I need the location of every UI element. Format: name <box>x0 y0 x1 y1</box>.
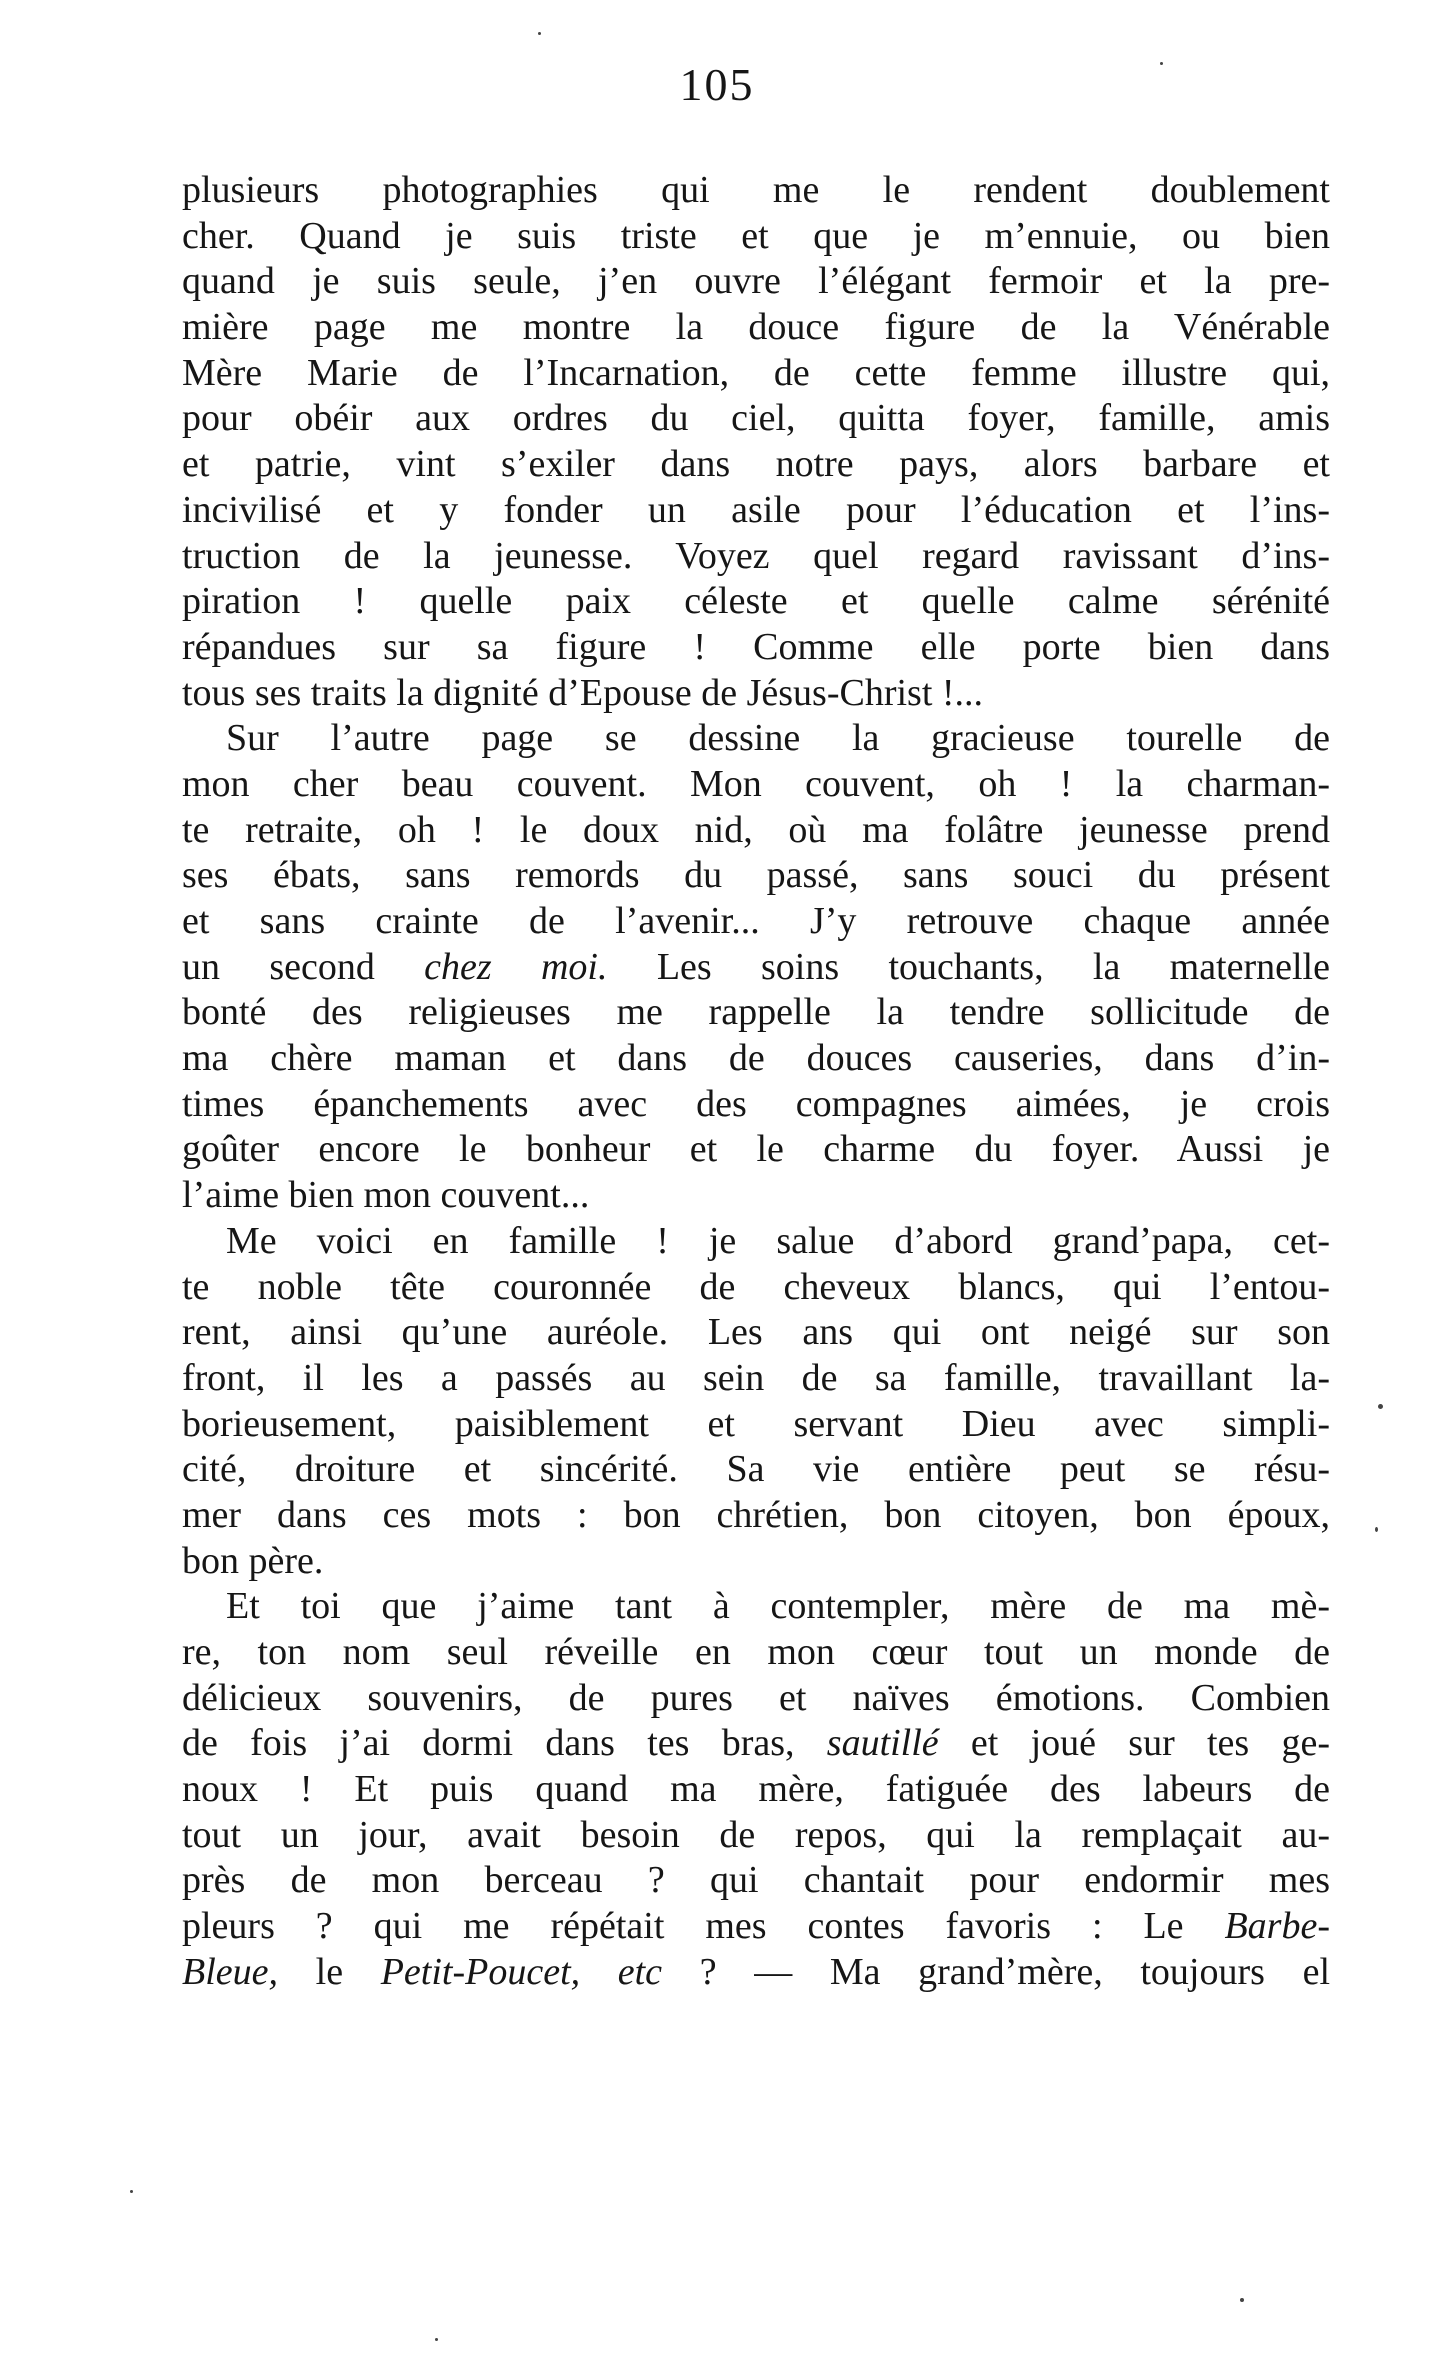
text-line: ses ébats, sans remords du passé, sans souci du présent <box>182 854 1330 897</box>
text-line: l’aime bien mon couvent... <box>182 1174 590 1217</box>
text-line: cher. Quand je suis triste et que je m’ennuie, ou bien <box>182 214 1330 257</box>
text-line: noux ! Et puis quand ma mère, fatiguée des labeurs de <box>182 1768 1330 1811</box>
scan-speck <box>1378 1404 1383 1409</box>
text-line <box>182 1904 1330 1950</box>
text-line: times épanchements avec des compagnes aimées, je crois <box>182 1082 1330 1125</box>
text-line: re, ton nom seul réveille en mon cœur tout un monde de <box>182 1631 1330 1673</box>
text-line: front, il les a passés au sein de sa famille, travaillant la- <box>182 1356 1330 1399</box>
text-line: répandues sur sa figure ! Comme elle porte bien dans <box>182 625 1330 668</box>
text-line: près de mon berceau ? qui chantait pour endormir mes <box>182 1859 1330 1902</box>
text-line: te noble tête couronnée de cheveux blancs, qui l’entou- <box>182 1265 1330 1308</box>
text-line: incivilisé et y fonder un asile pour l’éducation et l’ins- <box>182 488 1330 531</box>
text-span: et joué sur tes ge- <box>938 1722 1330 1765</box>
text-line <box>182 1721 1330 1767</box>
scan-speck <box>1160 62 1163 65</box>
text-line: mière page me montre la douce figure de la Vénérable <box>182 306 1330 349</box>
italic-text: chez moi. <box>424 945 608 988</box>
text-line: pour obéir aux ordres du ciel, quitta foyer, famille, amis <box>182 397 1330 440</box>
page-number: 105 <box>679 59 755 110</box>
text-line: rent, ainsi qu’une auréole. Les ans qui ont neigé sur son <box>182 1311 1330 1354</box>
text-span: ? — Ma grand’mère, toujours el <box>662 1950 1330 1993</box>
scan-speck <box>435 2338 438 2341</box>
text-span: Les soins touchants, la maternelle <box>607 945 1330 988</box>
text-line: truction de la jeunesse. Voyez quel regard ravissant d’ins- <box>182 534 1330 577</box>
text-line: te retraite, oh ! le doux nid, où ma folâtre jeunesse prend <box>182 808 1330 851</box>
text-line: borieusement, paisiblement et servant Dieu avec simpli- <box>182 1402 1330 1445</box>
text-line: Mère Marie de l’Incarnation, de cette femme illustre qui, <box>182 351 1330 394</box>
text-line: tous ses traits la dignité d’Epouse de Jésus-Christ !... <box>182 671 984 714</box>
text-line <box>182 1950 1330 1996</box>
text-line: délicieux souvenirs, de pures et naïves émotions. Combien <box>182 1676 1330 1719</box>
text-line: et sans crainte de l’avenir... J’y retrouve chaque année <box>182 900 1330 942</box>
text-line: mon cher beau couvent. Mon couvent, oh ! la charman- <box>182 762 1330 805</box>
scan-speck <box>1240 2298 1244 2302</box>
italic-text: sautillé <box>826 1722 939 1765</box>
text-line: plusieurs photographies qui me le rendent doublement <box>182 169 1330 211</box>
italic-text: Bleue, <box>182 1950 279 1993</box>
scan-speck <box>1375 1527 1378 1532</box>
text-line: Et toi que j’aime tant à contempler, mère de ma mè- <box>226 1585 1330 1628</box>
scan-speck <box>538 32 541 35</box>
scan-speck <box>130 2190 133 2193</box>
text-line: Me voici en famille ! je salue d’abord grand’papa, cet- <box>226 1219 1330 1262</box>
text-span: pleurs ? qui me répétait mes contes favoris : Le <box>182 1905 1225 1948</box>
text-line: bon père. <box>182 1539 324 1582</box>
text-line: piration ! quelle paix céleste et quelle calme sérénité <box>182 580 1330 623</box>
text-line: cité, droiture et sincérité. Sa vie entière peut se résu- <box>182 1448 1330 1491</box>
text-line: Sur l’autre page se dessine la gracieuse tourelle de <box>226 717 1330 760</box>
body-text <box>182 168 1330 1996</box>
italic-text: Petit-Poucet, etc <box>380 1950 663 1993</box>
text-span: le <box>278 1950 381 1993</box>
text-line: ma chère maman et dans de douces causeries, dans d’in- <box>182 1037 1330 1080</box>
text-span: de fois j’ai dormi dans tes bras, <box>182 1722 827 1765</box>
text-line: goûter encore le bonheur et le charme du foyer. Aussi je <box>182 1128 1330 1171</box>
italic-text: Barbe- <box>1224 1905 1330 1948</box>
text-line: et patrie, vint s’exiler dans notre pays, alors barbare et <box>182 443 1330 486</box>
text-line: mer dans ces mots : bon chrétien, bon citoyen, bon époux, <box>182 1493 1330 1536</box>
text-line <box>182 945 1330 991</box>
text-line: quand je suis seule, j’en ouvre l’élégant fermoir et la pre- <box>182 260 1330 303</box>
text-span: un second <box>182 945 425 988</box>
text-line: tout un jour, avait besoin de repos, qui la remplaçait au- <box>182 1813 1330 1856</box>
text-line: bonté des religieuses me rappelle la tendre sollicitude de <box>182 991 1330 1034</box>
